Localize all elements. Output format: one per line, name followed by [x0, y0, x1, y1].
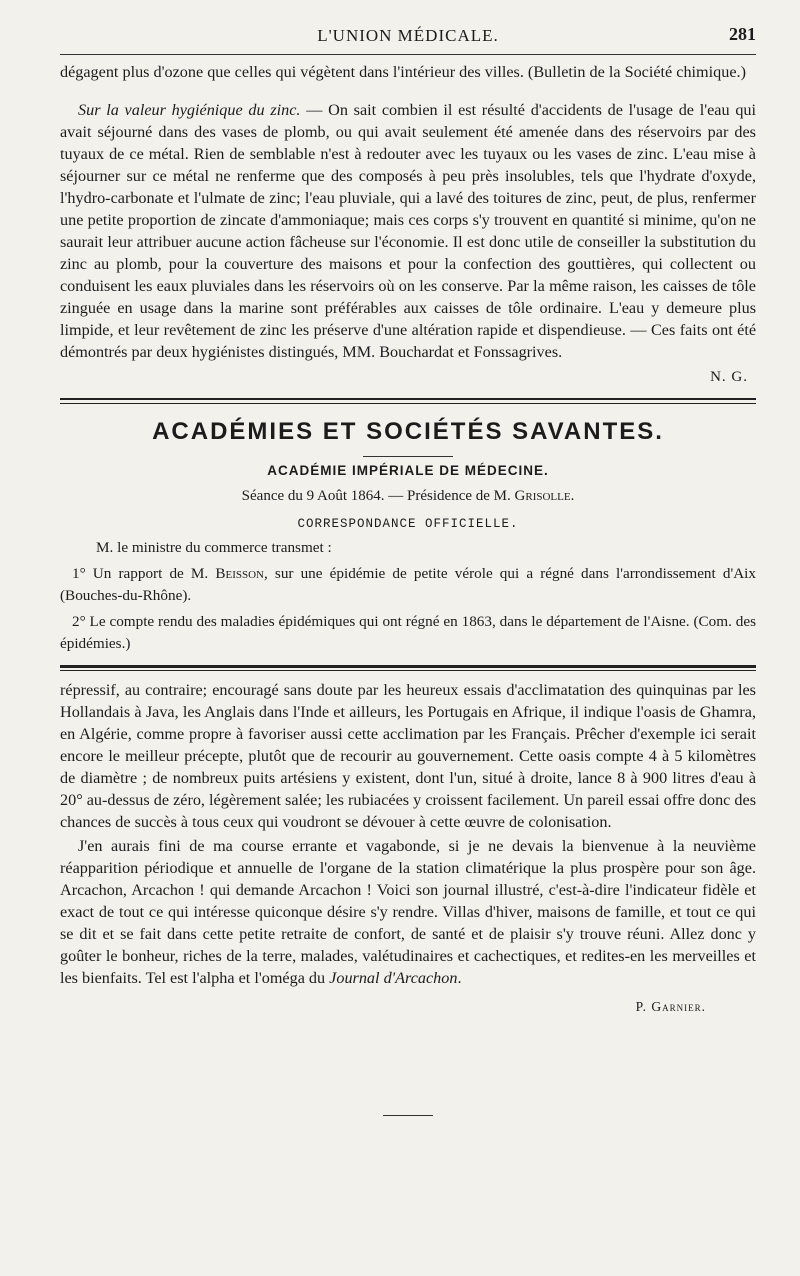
journal-name: Journal d'Arcachon: [329, 969, 458, 987]
minister-intro: M. le ministre du commerce transmet :: [96, 539, 332, 556]
short-rule: [363, 456, 453, 457]
page: [60, 22, 756, 1116]
session-text: Séance du 9 Août 1864. — Présidence de M.: [241, 488, 515, 504]
bulletin-continuation: [60, 61, 756, 83]
feuilleton-block: [60, 679, 756, 1015]
item1-rest: , sur une épidémie de petite vérole qui a régné dans l'arrondissement d'Aix (Bouches-du-Rhône).: [60, 565, 756, 604]
president-name: Grisolle: [514, 488, 571, 504]
continuation-text: dégagent plus d'ozone que celles qui végètent dans l'intérieur des villes. (Bulletin de la Société chimique.): [60, 63, 746, 81]
arcachon-end: .: [457, 969, 462, 987]
zinc-paragraph: [60, 99, 756, 363]
item1-name: Beisson: [215, 565, 264, 582]
signature-garnier: P. Garnier.: [635, 999, 706, 1014]
quinquina-paragraph: répressif, au contraire; encouragé sans doute par les heureux essais d'acclimatation des quinquinas par les Hollandais à Java, les Anglais dans l'Inde et ailleurs, les Portugais en Afrique, il indique l'oasis de Ghamra, en Algérie, comme propre à favoriser aussi cette acclimation par les Français. Prêcher d'exemple ici serait encore le meilleur précepte, plutôt que de recourir au gouvernement. Cette oasis compte 4 à 5 kilomètres de diamètre ; de nombreux puits artésiens y existent, dont l'un, situé à droite, lance 8 à 900 litres d'eau à 20° au-dessus de zéro, légèrement salée; les rubiacées y croissent facilement. Un pareil essai offre donc des chances de succès à tous ceux qui voudront se dévouer à cette œuvre de colonisation.: [60, 681, 756, 831]
zinc-body: — On sait combien il est résulté d'accidents de l'usage de l'eau qui avait séjourné dans des vases de plomb, ou qui avait seulement été amenée dans des réservoirs par des tuyaux de ce métal. Rien de semblable n'est à redouter avec les tuyaux ou les vases de zinc. L'eau mise à séjourner sur ce métal ne renferme que des composés à peu près insolubles, tels que l'hydrate d'oxyde, l'hydro-carbonate et l'ulmate de zinc; l'eau pluviale, qui a lavé des toitures de zinc, peut, de plus, renfermer une petite proportion de zincate d'ammoniaque; mais ces corps s'y trouvent en quantité si minime, qu'on ne saurait leur attribuer aucune action fâcheuse sur l'économie. Il est donc utile de conseiller la substitution du zinc au plomb, pour la couverture des maisons et pour la confection des gouttières, qui collectent ou conduisent les eaux pluviales dans les réservoirs où on les conserve. Par la même raison, les caisses de tôle zinguée en usage dans la marine sont préférables aux caisses de tôle ordinaire. L'eau y demeure plus limpide, et leur revêtement de zinc les préserve d'une altération rapide et dispendieuse. — Ces faits ont été démontrés par deux hygiénistes distingués, MM. Bouchardat et Fonssagrives.: [60, 101, 757, 361]
item1-prefix: 1° Un rapport de M.: [72, 565, 216, 582]
header-rule: [60, 54, 756, 55]
section-rule: [60, 398, 756, 404]
report-item-1: [60, 563, 756, 607]
journal-title: L'UNION MÉDICALE.: [317, 26, 499, 45]
section-title: ACADÉMIES ET SOCIÉTÉS SAVANTES.: [152, 418, 664, 445]
arcachon-paragraph: [60, 835, 756, 989]
academy-heading: ACADÉMIE IMPÉRIALE DE MÉDECINE.: [267, 463, 549, 478]
running-header: [60, 22, 756, 52]
zinc-lead-title: Sur la valeur hygiénique du zinc.: [78, 101, 301, 119]
separator-rule: [60, 665, 756, 671]
page-number: 281: [729, 24, 756, 44]
end-rule: [383, 1115, 433, 1116]
report-item-2: 2° Le compte rendu des maladies épidémiques qui ont régné en 1863, dans le département de l'Aisne. (Com. des épidémies.): [60, 613, 756, 652]
session-line: [60, 488, 756, 505]
session-end: .: [570, 488, 575, 504]
arcachon-text: J'en aurais fini de ma course errante et vagabonde, si je ne devais la bienvenue à la neuvième réapparition périodique et annuelle de l'organe de la station climatérique la plus prospère pour son âge. Arcachon, Arcachon ! qui demande Arcachon ! Voici son journal illustré, c'est-à-dire l'indicateur fidèle et exact de tout ce qui intéresse quiconque désire s'y rendre. Villas d'hiver, maisons de famille, et tout ce qui se dit et se fait dans cette petite retraite de confort, de santé et de plaisir s'y trouve réuni. Allez donc y goûter le bonheur, riches de la terre, malades, valétudinaires et cachectiques, et redites-en les merveilles et les bienfaits. Tel est l'alpha et l'oméga du: [60, 837, 756, 987]
correspondence-block: [60, 537, 756, 655]
correspondence-heading: CORRESPONDANCE OFFICIELLE.: [297, 517, 519, 531]
signature-ng: N. G.: [710, 369, 748, 385]
